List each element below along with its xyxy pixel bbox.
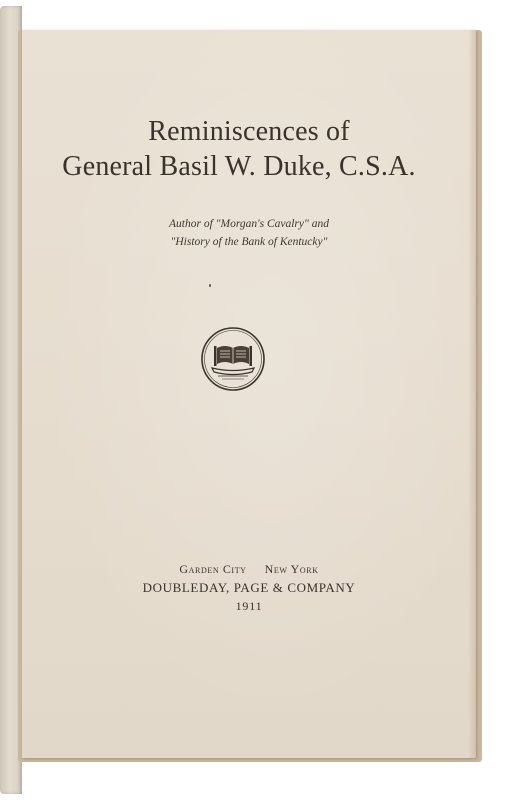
imprint-cities [22, 562, 476, 577]
title-line-2: General Basil W. Duke, C.S.A. [62, 151, 416, 182]
publisher-device-icon [200, 326, 266, 392]
publisher-name: DOUBLEDAY, PAGE & COMPANY [142, 580, 356, 595]
title-page [22, 30, 476, 758]
publication-year: 1911 [235, 599, 263, 613]
paper-speck [209, 284, 211, 287]
imprint-city-1: Garden City [179, 562, 247, 576]
title-line-1: Reminiscences of [148, 116, 350, 147]
subtitle-line-2: "History of the Bank of Kentucky" [170, 236, 328, 248]
imprint-city-2: New York [264, 562, 319, 576]
subtitle-line-1: Author of "Morgan's Cavalry" and [169, 218, 329, 230]
